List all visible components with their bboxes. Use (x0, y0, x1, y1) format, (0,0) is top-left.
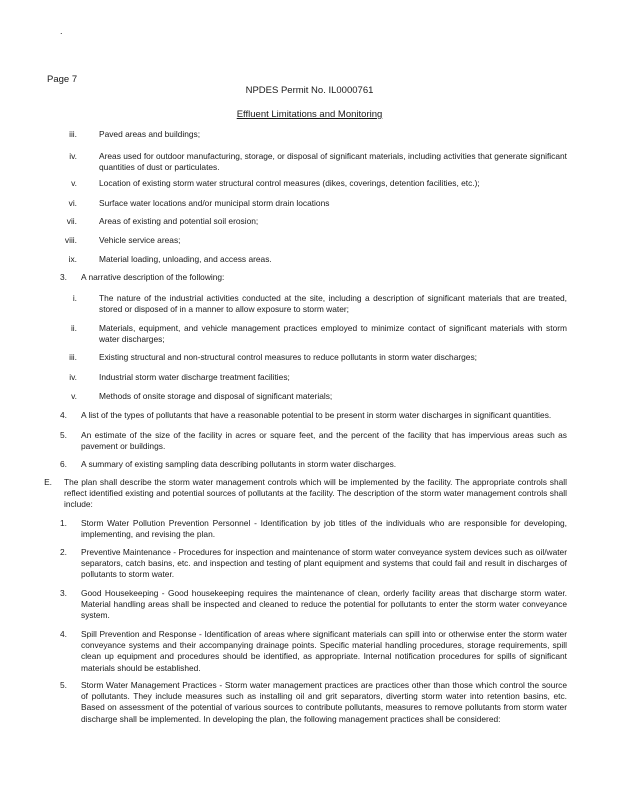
item-text: Areas used for outdoor manufacturing, storage, or disposal of significant materials, including activities that generate significant quantities of dust or particulates. (99, 151, 567, 173)
item-label: 1. (60, 518, 67, 528)
item-text: Preventive Maintenance - Procedures for inspection and maintenance of storm water conveyance system devices such as oil/water separators, catch basins, etc. and inspection and testing of plant equipment and systems that could fail and result in discharges of pollutants to storm water. (81, 547, 567, 580)
item-text: Paved areas and buildings; (99, 129, 201, 139)
item-label: i. (72, 293, 77, 303)
item-label: 5. (60, 680, 67, 690)
item-text: An estimate of the size of the facility in acres or square feet, and the percent of the facility that has impervious areas such as pavement or buildings. (81, 430, 567, 452)
item-label: ii. (70, 323, 77, 333)
item-label: v. (71, 391, 77, 401)
item-label: iv. (69, 372, 77, 382)
item-text: Materials, equipment, and vehicle management practices employed to minimize contact of significant materials with storm water discharges; (99, 323, 567, 345)
item-text: Storm Water Management Practices - Storm water management practices are practices other than those which control the source of pollutants. They include measures such as installing oil and grit separators, diverting storm water into retention basins, etc. Based on assessment of the potential of various sources to contribute pollutants, measures to remove pollutants from storm water discharge shall be implemented. In developing the plan, the following management practices shall be considered: (81, 680, 567, 724)
item-label: 4. (60, 410, 67, 420)
item-text: A narrative description of the following: (81, 272, 225, 282)
item-label: ix. (68, 254, 77, 264)
item-label: viii. (64, 235, 77, 245)
item-label: 3. (60, 588, 67, 598)
item-text: Industrial storm water discharge treatment facilities; (99, 372, 290, 382)
page-number: Page 7 (47, 74, 78, 85)
item-text: Good Housekeeping - Good housekeeping requires the maintenance of clean, orderly facility areas that discharge storm water. Material handling areas shall be inspected and cleaned to reduce the potential for pollutants to enter the storm water conveyance system. (81, 588, 567, 621)
item-text: Vehicle service areas; (99, 235, 181, 245)
item-text: Storm Water Pollution Prevention Personnel - Identification by job titles of the individuals who are responsible for developing, implementing, and revising the plan. (81, 518, 567, 540)
item-label: iii. (69, 352, 77, 362)
page-marker: . (60, 26, 63, 36)
section-title-text: Effluent Limitations and Monitoring (236, 109, 383, 120)
item-text: Location of existing storm water structural control measures (dikes, coverings, detention facilities, etc.); (99, 178, 480, 188)
item-text: Areas of existing and potential soil erosion; (99, 216, 259, 226)
item-label: 3. (60, 272, 67, 282)
item-text: A list of the types of pollutants that have a reasonable potential to be present in storm water discharges in significant quantities. (81, 410, 552, 420)
item-label: vii. (66, 216, 77, 226)
item-label: iii. (69, 129, 77, 139)
item-text: Spill Prevention and Response - Identification of areas where significant materials can spill into or otherwise enter the storm water conveyance systems and their accompanying drainage points. Specific material handling procedures, storage requirements, spill clean up equipment and procedures should be identified, as appropriate. Internal notification procedures for spills of significant materials should be established. (81, 629, 567, 673)
item-label: 6. (60, 459, 67, 469)
item-text: A summary of existing sampling data describing pollutants in storm water discharges. (81, 459, 397, 469)
item-label: 2. (60, 547, 67, 557)
permit-title: NPDES Permit No. IL0000761 (245, 85, 374, 96)
item-label: v. (71, 178, 77, 188)
item-text: Methods of onsite storage and disposal of significant materials; (99, 391, 333, 401)
item-text: Material loading, unloading, and access areas. (99, 254, 272, 264)
section-title (0, 109, 619, 120)
item-label: vi. (68, 198, 77, 208)
item-label: 4. (60, 629, 67, 639)
item-label: 5. (60, 430, 67, 440)
item-text: Existing structural and non-structural control measures to reduce pollutants in storm water discharges; (99, 352, 477, 362)
item-text: The plan shall describe the storm water management controls which will be implemented by the facility. The appropriate controls shall reflect identified existing and potential sources of pollutants at the facility. The description of the storm water management controls shall include: (64, 477, 567, 510)
item-label: E. (44, 477, 52, 487)
item-text: The nature of the industrial activities conducted at the site, including a description of significant materials that are treated, stored or disposed of in a manner to allow exposure to storm water; (99, 293, 567, 315)
item-label: iv. (69, 151, 77, 161)
item-text: Surface water locations and/or municipal storm drain locations (99, 198, 330, 208)
